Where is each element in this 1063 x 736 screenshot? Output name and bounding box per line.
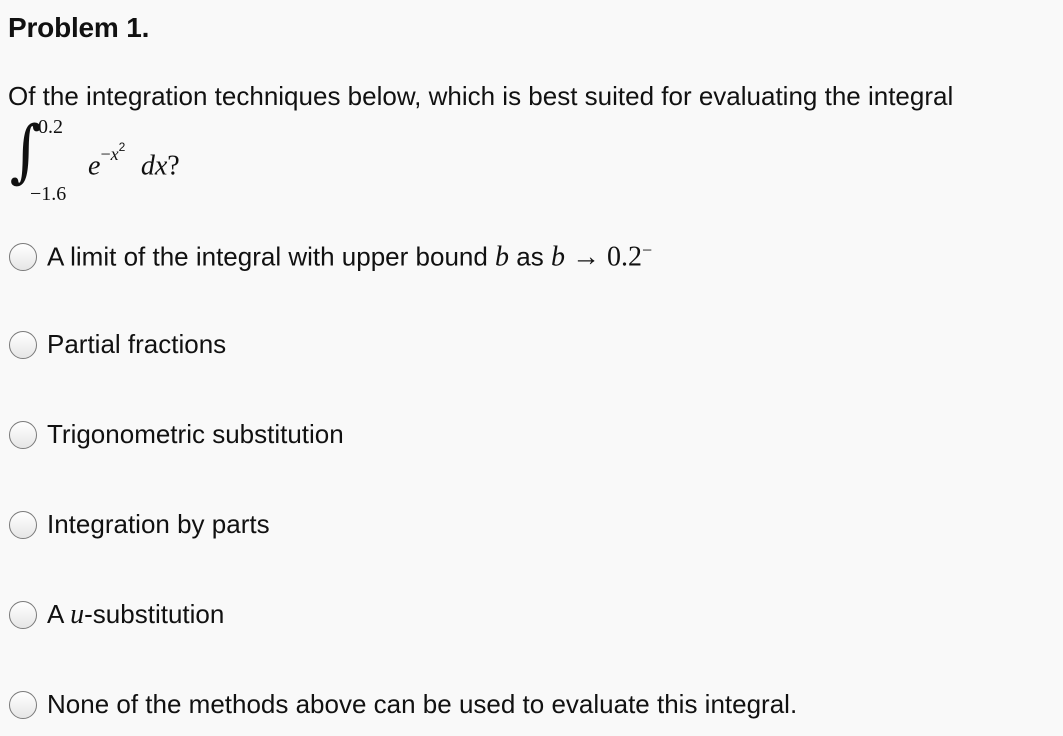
integrand bbox=[88, 140, 180, 182]
integral-lower-bound: −1.6 bbox=[30, 183, 67, 205]
option-none-of-the-above[interactable] bbox=[9, 689, 797, 720]
radio-button[interactable] bbox=[9, 243, 37, 271]
radio-button[interactable] bbox=[9, 331, 37, 359]
differential: dx bbox=[140, 150, 168, 182]
option-label: A u-substitution bbox=[47, 599, 225, 630]
option-partial-fractions[interactable] bbox=[9, 329, 226, 360]
integrand-exponent: −x2 bbox=[100, 140, 126, 164]
question-mark: ? bbox=[167, 150, 180, 182]
problem-title: Problem 1. bbox=[8, 12, 150, 43]
option-label: Trigonometric substitution bbox=[47, 419, 344, 449]
radio-button[interactable] bbox=[9, 421, 37, 449]
option-label: A limit of the integral with upper bound b as b → 0.2− bbox=[47, 240, 653, 273]
option-u-substitution[interactable] bbox=[9, 599, 224, 631]
option-label: None of the methods above can be used to evaluate this integral. bbox=[47, 689, 798, 719]
radio-button[interactable] bbox=[9, 601, 37, 629]
integral-upper-bound: 0.2 bbox=[38, 116, 63, 138]
option-limit[interactable] bbox=[9, 240, 652, 274]
option-integration-by-parts[interactable] bbox=[9, 509, 270, 540]
integral-sign: ∫ bbox=[9, 112, 42, 191]
radio-button[interactable] bbox=[9, 691, 37, 719]
option-label: Partial fractions bbox=[47, 329, 227, 359]
question-text: Of the integration techniques below, which is best suited for evaluating the integral bbox=[8, 81, 954, 111]
option-label: Integration by parts bbox=[47, 509, 270, 539]
integral-expression bbox=[0, 110, 300, 210]
radio-button[interactable] bbox=[9, 511, 37, 539]
option-trigonometric-substitution[interactable] bbox=[9, 419, 344, 450]
integrand-base: e bbox=[88, 150, 101, 182]
